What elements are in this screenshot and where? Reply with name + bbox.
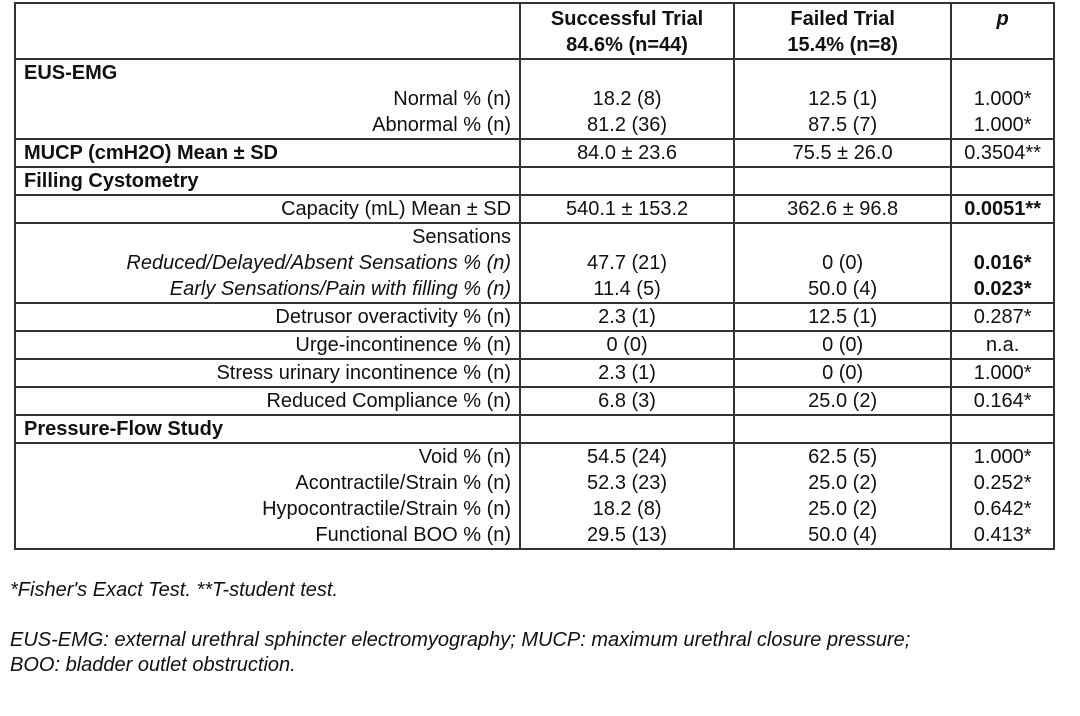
cell-value: 0.413*	[973, 524, 1032, 546]
header-failed-line1: Failed Trial	[790, 8, 895, 30]
row-label-reduced-sensations: Reduced/Delayed/Absent Sensations % (n)	[126, 252, 512, 274]
cell-value: 62.5 (5)	[808, 446, 878, 468]
cell-value: 0.016*	[973, 252, 1032, 274]
header-successful-trial	[520, 3, 734, 59]
cell-value: 75.5 ± 26.0	[734, 139, 951, 167]
footnote-abbrev-line1: EUS-EMG: external urethral sphincter electromyography; MUCP: maximum urethral closure pressure;	[10, 629, 911, 651]
cell-value: 47.7 (21)	[587, 252, 668, 274]
row-sensations	[15, 223, 1054, 303]
section-row-eus-emg	[15, 59, 1054, 139]
table-row	[15, 331, 1054, 359]
empty-cell	[951, 167, 1054, 195]
footnote-tests: *Fisher's Exact Test. **T-student test.	[10, 579, 339, 601]
row-label-acontractile: Acontractile/Strain % (n)	[295, 472, 512, 494]
row-label-mucp: MUCP (cmH2O) Mean ± SD	[15, 139, 520, 167]
eus-emg-failed-values	[734, 59, 951, 139]
cell-value: 1.000*	[973, 446, 1032, 468]
section-title-eus-emg: EUS-EMG	[24, 62, 118, 84]
empty-cell	[734, 167, 951, 195]
empty-cell	[520, 415, 734, 443]
cell-value: 0 (0)	[822, 252, 864, 274]
cell-value: 50.0 (4)	[808, 524, 878, 546]
cell-value: 0.023*	[973, 278, 1032, 300]
sensations-p-values	[951, 223, 1054, 303]
cell-value: 18.2 (8)	[592, 498, 662, 520]
sensations-failed-values	[734, 223, 951, 303]
cell-value: 0 (0)	[520, 331, 734, 359]
row-label-stress: Stress urinary incontinence % (n)	[15, 359, 520, 387]
cell-value: 12.5 (1)	[808, 88, 878, 110]
eus-emg-p-values	[951, 59, 1054, 139]
cell-value: 54.5 (24)	[587, 446, 668, 468]
header-failed-trial	[734, 3, 951, 59]
cell-value: 25.0 (2)	[734, 387, 951, 415]
cell-value: 0.0051**	[951, 195, 1054, 223]
cell-value: 6.8 (3)	[520, 387, 734, 415]
pressure-flow-labels	[15, 443, 520, 549]
row-label-capacity: Capacity (mL) Mean ± SD	[15, 195, 520, 223]
row-label-detrusor: Detrusor overactivity % (n)	[15, 303, 520, 331]
header-p-value: p	[951, 3, 1054, 59]
cell-value: 0.252*	[973, 472, 1032, 494]
table-row	[15, 359, 1054, 387]
row-label-sensations: Sensations	[412, 226, 512, 248]
cell-value: 540.1 ± 153.2	[520, 195, 734, 223]
cell-value: 0.3504**	[951, 139, 1054, 167]
eus-emg-successful-values	[520, 59, 734, 139]
cell-value: 29.5 (13)	[587, 524, 668, 546]
sensations-successful-values	[520, 223, 734, 303]
sensations-labels	[15, 223, 520, 303]
cell-value: 11.4 (5)	[593, 278, 661, 300]
cell-value: 81.2 (36)	[587, 114, 668, 136]
table-row	[15, 303, 1054, 331]
row-label-void: Void % (n)	[418, 446, 512, 468]
header-successful-line1: Successful Trial	[550, 8, 704, 30]
cell-value: 1.000*	[973, 88, 1032, 110]
cell-value: 84.0 ± 23.6	[520, 139, 734, 167]
cell-value: 12.5 (1)	[734, 303, 951, 331]
row-label-early-sensations: Early Sensations/Pain with filling % (n)	[169, 278, 512, 300]
section-row-filling-cystometry	[15, 167, 1054, 195]
section-title-pressure-flow: Pressure-Flow Study	[15, 415, 520, 443]
cell-value: 362.6 ± 96.8	[734, 195, 951, 223]
table-footnotes	[10, 578, 1070, 678]
cell-value: 2.3 (1)	[520, 303, 734, 331]
cell-value: 25.0 (2)	[808, 472, 878, 494]
cell-value: n.a.	[951, 331, 1054, 359]
row-capacity	[15, 195, 1054, 223]
table-row	[15, 387, 1054, 415]
header-successful-line2: 84.6% (n=44)	[566, 34, 688, 56]
cell-value: 0.642*	[973, 498, 1032, 520]
cell-value: 0.287*	[951, 303, 1054, 331]
cell-value: 0 (0)	[734, 359, 951, 387]
cell-value: 0 (0)	[734, 331, 951, 359]
row-label-compliance: Reduced Compliance % (n)	[15, 387, 520, 415]
cell-value: 1.000*	[973, 114, 1032, 136]
cell-value: 1.000*	[951, 359, 1054, 387]
header-failed-line2: 15.4% (n=8)	[787, 34, 898, 56]
empty-cell	[951, 415, 1054, 443]
cell-value: 0.164*	[951, 387, 1054, 415]
footnote-abbrev-line2: BOO: bladder outlet obstruction.	[10, 654, 296, 676]
cell-value: 87.5 (7)	[808, 114, 878, 136]
pressure-flow-rows	[15, 443, 1054, 549]
cell-value: 50.0 (4)	[808, 278, 878, 300]
pressure-flow-failed-values	[734, 443, 951, 549]
row-label-normal: Normal % (n)	[393, 88, 512, 110]
row-mucp	[15, 139, 1054, 167]
row-label-functional-boo: Functional BOO % (n)	[315, 524, 512, 546]
pressure-flow-successful-values	[520, 443, 734, 549]
cell-value: 18.2 (8)	[592, 88, 662, 110]
cell-value: 25.0 (2)	[808, 498, 878, 520]
cell-value: 2.3 (1)	[520, 359, 734, 387]
row-label-abnormal: Abnormal % (n)	[372, 114, 512, 136]
eus-emg-labels	[15, 59, 520, 139]
empty-cell	[734, 415, 951, 443]
empty-cell	[520, 167, 734, 195]
row-label-urge: Urge-incontinence % (n)	[15, 331, 520, 359]
results-table	[14, 2, 1055, 550]
section-row-pressure-flow	[15, 415, 1054, 443]
pressure-flow-p-values	[951, 443, 1054, 549]
cell-value: 52.3 (23)	[587, 472, 668, 494]
header-empty-cell	[15, 3, 520, 59]
header-row	[15, 3, 1054, 59]
row-label-hypocontractile: Hypocontractile/Strain % (n)	[262, 498, 512, 520]
section-title-filling-cystometry: Filling Cystometry	[15, 167, 520, 195]
